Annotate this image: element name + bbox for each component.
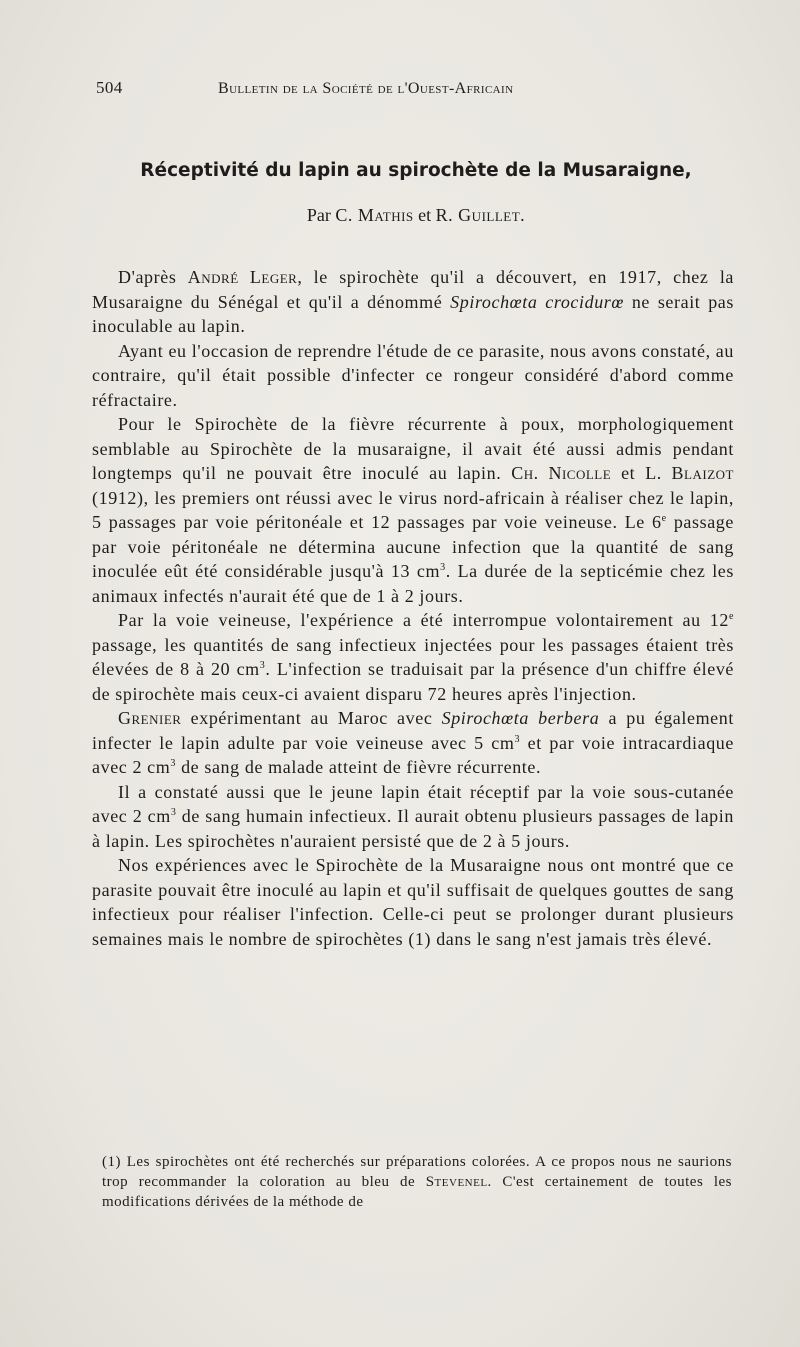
cited-author: L. Blaizot: [645, 463, 734, 483]
text-run: ne serait pas inoculable au lapin.: [92, 291, 734, 336]
text-run: Par la voie veineuse, l'expérience a été interrompue volontairement au 12: [118, 610, 729, 630]
text-run: et: [621, 463, 636, 483]
text-run: de sang humain infectieux. Il aurait obtenu plusieurs passages de lapin à lapin. Les spirochètes n'auraient persisté que de 2 à 5 jours.: [92, 806, 734, 851]
running-title: Bulletin de la Société de l'Ouest-Africain: [218, 80, 514, 97]
text-run: et par voie intracardiaque avec 2 cm: [92, 732, 734, 777]
paragraph: [92, 265, 734, 339]
author-name: C. Mathis: [335, 205, 414, 225]
cited-author: Stevenel.: [425, 1174, 492, 1190]
text-run: C'est certainement de toutes les modifications dérivées de la méthode de: [102, 1174, 732, 1210]
cited-author: Ch. Nicolle: [511, 463, 612, 483]
author-name: R. Guillet.: [435, 205, 526, 225]
article-body: [92, 265, 734, 951]
text-run: le spirochète qu'il a découvert, en 1917, chez la Musaraigne du Sénégal et qu'il a dénommé: [92, 267, 735, 312]
paragraph: [92, 780, 734, 854]
superscript: e: [661, 513, 667, 524]
superscript: e: [728, 611, 734, 622]
article-title: Réceptivité du lapin au spirochète de la Musaraigne,: [140, 160, 692, 181]
paragraph: Nos expériences avec le Spirochète de la Musaraigne nous ont montré que ce parasite pouvait être inoculé au lapin et qu'il suffisait de quelques gouttes de sang infectieux pour réaliser l'infection. Celle-ci peut se prolonger durant plusieurs semaines mais le nombre de spirochètes (1) dans le sang n'est jamais très élevé.: [92, 855, 734, 949]
text-run: (1) Les spirochètes ont été recherchés sur préparations colorées. A ce propos nous ne saurions trop recommander la coloration au bleu de: [102, 1154, 732, 1190]
paragraph: Ayant eu l'occasion de reprendre l'étude de ce parasite, nous avons constaté, au contraire, qu'il était possible d'infecter ce rongeur considéré d'abord comme réfractaire.: [92, 340, 734, 410]
paragraph: [92, 608, 734, 706]
text-run: Pour le Spirochète de la fièvre récurrente à poux, morphologiquement semblable au Spirochète de la musaraigne, il avait été aussi admis pendant longtemps qu'il ne pouvait être inoculé au lapin.: [92, 414, 734, 483]
byline-prefix: Par: [306, 205, 331, 225]
paragraph: [92, 706, 734, 780]
species-name: Spirochœta crocidurœ: [450, 291, 625, 312]
byline: [96, 205, 736, 226]
cited-author: Grenier: [118, 708, 182, 728]
text-run: passage par voie péritonéale ne détermina aucune infection que la quantité de sang inoculée eût été considérable jusqu'à 13 cm: [92, 512, 734, 581]
text-run: (1912), les premiers ont réussi avec le virus nord-africain à réaliser chez le lapin, 5 passages par voie péritonéale et 12 passages par voie veineuse. Le 6: [92, 487, 734, 532]
footnote: [102, 1152, 732, 1212]
superscript: 3: [170, 758, 176, 769]
text-run: D'après: [118, 267, 177, 287]
page-number: 504: [96, 78, 123, 97]
superscript: 3: [514, 733, 521, 745]
text-run: Il a constaté aussi que le jeune lapin était réceptif par la voie sous-cutanée avec 2 cm: [92, 781, 734, 826]
cited-author: André Leger,: [187, 267, 303, 287]
text-run: expérimentant au Maroc avec: [190, 708, 433, 728]
text-run: de sang de malade atteint de fièvre récurrente.: [181, 757, 542, 777]
superscript: 3: [170, 807, 177, 818]
text-run: . La durée de la septicémie chez les animaux infectés n'aurait été que de 1 à 2 jours.: [92, 561, 734, 606]
species-name: Spirochœta berbera: [441, 708, 600, 728]
paragraph: [92, 412, 734, 608]
text-run: a pu également infecter le lapin adulte par voie veineuse avec 5 cm: [92, 708, 734, 753]
byline-conjunction: et: [418, 205, 432, 225]
superscript: 3: [440, 562, 446, 573]
text-run: passage, les quantités de sang infectieux injectées pour les passages étaient très élevées de 8 à 20 cm: [92, 634, 734, 679]
superscript: 3: [259, 660, 266, 671]
text-run: . L'infection se traduisait par la présence d'un chiffre élevé de spirochète mais ceux-ci avaient disparu 72 heures après l'injection.: [92, 659, 735, 704]
